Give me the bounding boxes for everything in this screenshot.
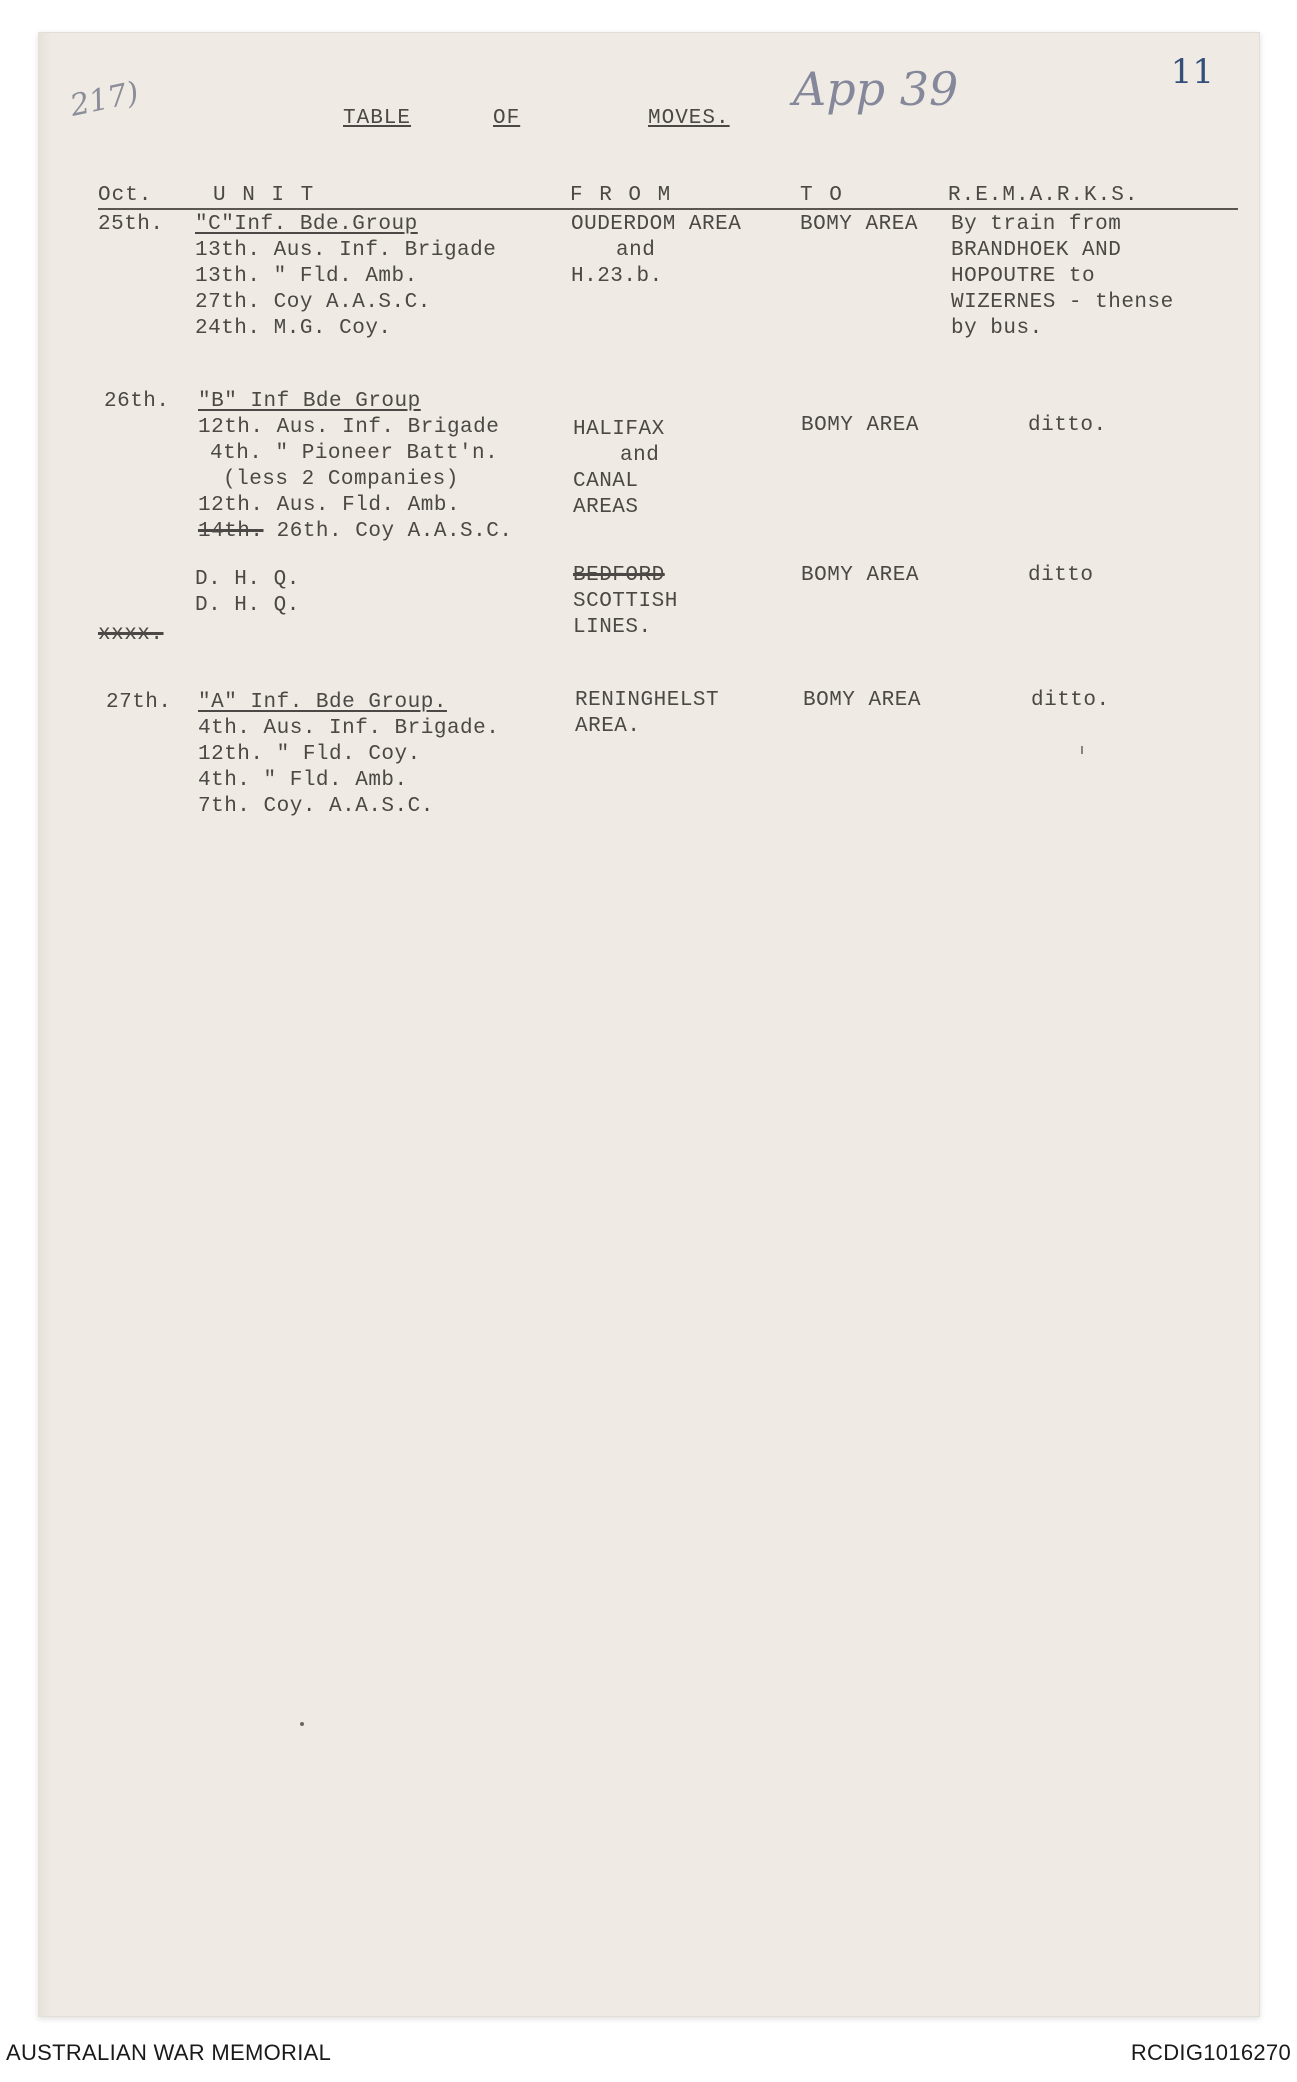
dhq-unit-line: D. H. Q.: [195, 594, 300, 617]
paper-speck: [1081, 746, 1083, 754]
dhq-remarks: ditto: [1028, 564, 1094, 587]
dhq-from-line: SCOTTISH: [573, 590, 678, 613]
group-25-remarks-line: HOPOUTRE to: [951, 265, 1096, 288]
struck-margin-text: xxxx.: [98, 623, 164, 646]
group-25-from-line: H.23.b.: [571, 265, 663, 288]
dhq-unit-line: D. H. Q.: [195, 568, 300, 591]
group-25-remarks-line: By train from: [951, 213, 1122, 236]
group-25-remarks-line: BRANDHOEK AND: [951, 239, 1122, 262]
group-25-to: BOMY AREA: [800, 213, 918, 236]
dhq-to: BOMY AREA: [801, 564, 919, 587]
document-page: [38, 32, 1260, 2017]
struck-unit-prefix: 14th.: [198, 520, 264, 543]
group-25-from-line: and: [616, 239, 656, 262]
group-26-from-line: HALIFAX: [573, 418, 665, 441]
group-26-to: BOMY AREA: [801, 414, 919, 437]
group-27-to: BOMY AREA: [803, 689, 921, 712]
group-27-remarks: ditto.: [1031, 689, 1110, 712]
group-25-remarks-line: by bus.: [951, 317, 1043, 340]
title-word-moves: MOVES.: [648, 107, 730, 130]
dhq-struck-from: BEDFORD: [573, 564, 665, 587]
group-27-unit-title: "A" Inf. Bde Group.: [198, 691, 447, 714]
group-25-from-line: OUDERDOM AREA: [571, 213, 742, 236]
group-26-unit-line: (less 2 Companies): [223, 468, 459, 491]
column-header-remarks: R.E.M.A.R.K.S.: [948, 184, 1139, 207]
group-26-unit-line-last: [198, 519, 512, 545]
archive-number: 217): [67, 75, 142, 124]
group-25-unit-line: 27th. Coy A.A.S.C.: [195, 291, 431, 314]
appendix-note: App 39: [793, 62, 959, 116]
group-26-unit-line: 12th. Aus. Fld. Amb.: [198, 494, 461, 517]
group-27-from-line: AREA.: [575, 715, 641, 738]
folio-number: 11: [1170, 52, 1214, 92]
group-27-unit-line: 7th. Coy. A.A.S.C.: [198, 795, 434, 818]
group-25-remarks-line: WIZERNES - thense: [951, 291, 1174, 314]
group-26-unit-line: 12th. Aus. Inf. Brigade: [198, 416, 500, 439]
group-27-unit-line: 4th. " Fld. Amb.: [198, 769, 408, 792]
header-rule: [98, 208, 1238, 210]
group-26-date: 26th.: [104, 390, 170, 413]
group-26-unit-line: 4th. " Pioneer Batt'n.: [210, 442, 499, 465]
dhq-from-line: LINES.: [573, 616, 652, 639]
footer-credit-left: AUSTRALIAN WAR MEMORIAL: [6, 2040, 332, 2065]
group-26-remarks: ditto.: [1028, 414, 1107, 437]
group-25-unit-line: 13th. Aus. Inf. Brigade: [195, 239, 497, 262]
column-header-from: F R O M: [570, 184, 673, 207]
group-27-from-line: RENINGHELST: [575, 689, 720, 712]
footer-credit-right: RCDIG1016270: [1130, 2040, 1291, 2065]
group-25-date: 25th.: [98, 213, 164, 236]
group-26-unit-title: "B" Inf Bde Group: [198, 390, 421, 413]
title-word-of: OF: [493, 107, 521, 130]
group-26-from-line: AREAS: [573, 496, 639, 519]
paper-speck: [300, 1722, 304, 1726]
group-25-unit-line: 13th. " Fld. Amb.: [195, 265, 418, 288]
group-27-unit-line: 4th. Aus. Inf. Brigade.: [198, 717, 500, 740]
group-27-date: 27th.: [106, 691, 172, 714]
group-25-unit-title: "C"Inf. Bde.Group: [195, 213, 418, 236]
column-header-to: T O: [800, 184, 844, 207]
group-26-from-line: CANAL: [573, 470, 639, 493]
group-26-unit-last: 26th. Coy A.A.S.C.: [276, 520, 513, 543]
title-word-table: TABLE: [343, 107, 412, 130]
column-header-unit: U N I T: [213, 184, 316, 207]
group-25-unit-line: 24th. M.G. Coy.: [195, 317, 392, 340]
group-26-from-line: and: [620, 444, 660, 467]
column-header-date: Oct.: [98, 184, 153, 207]
group-27-unit-line: 12th. " Fld. Coy.: [198, 743, 421, 766]
